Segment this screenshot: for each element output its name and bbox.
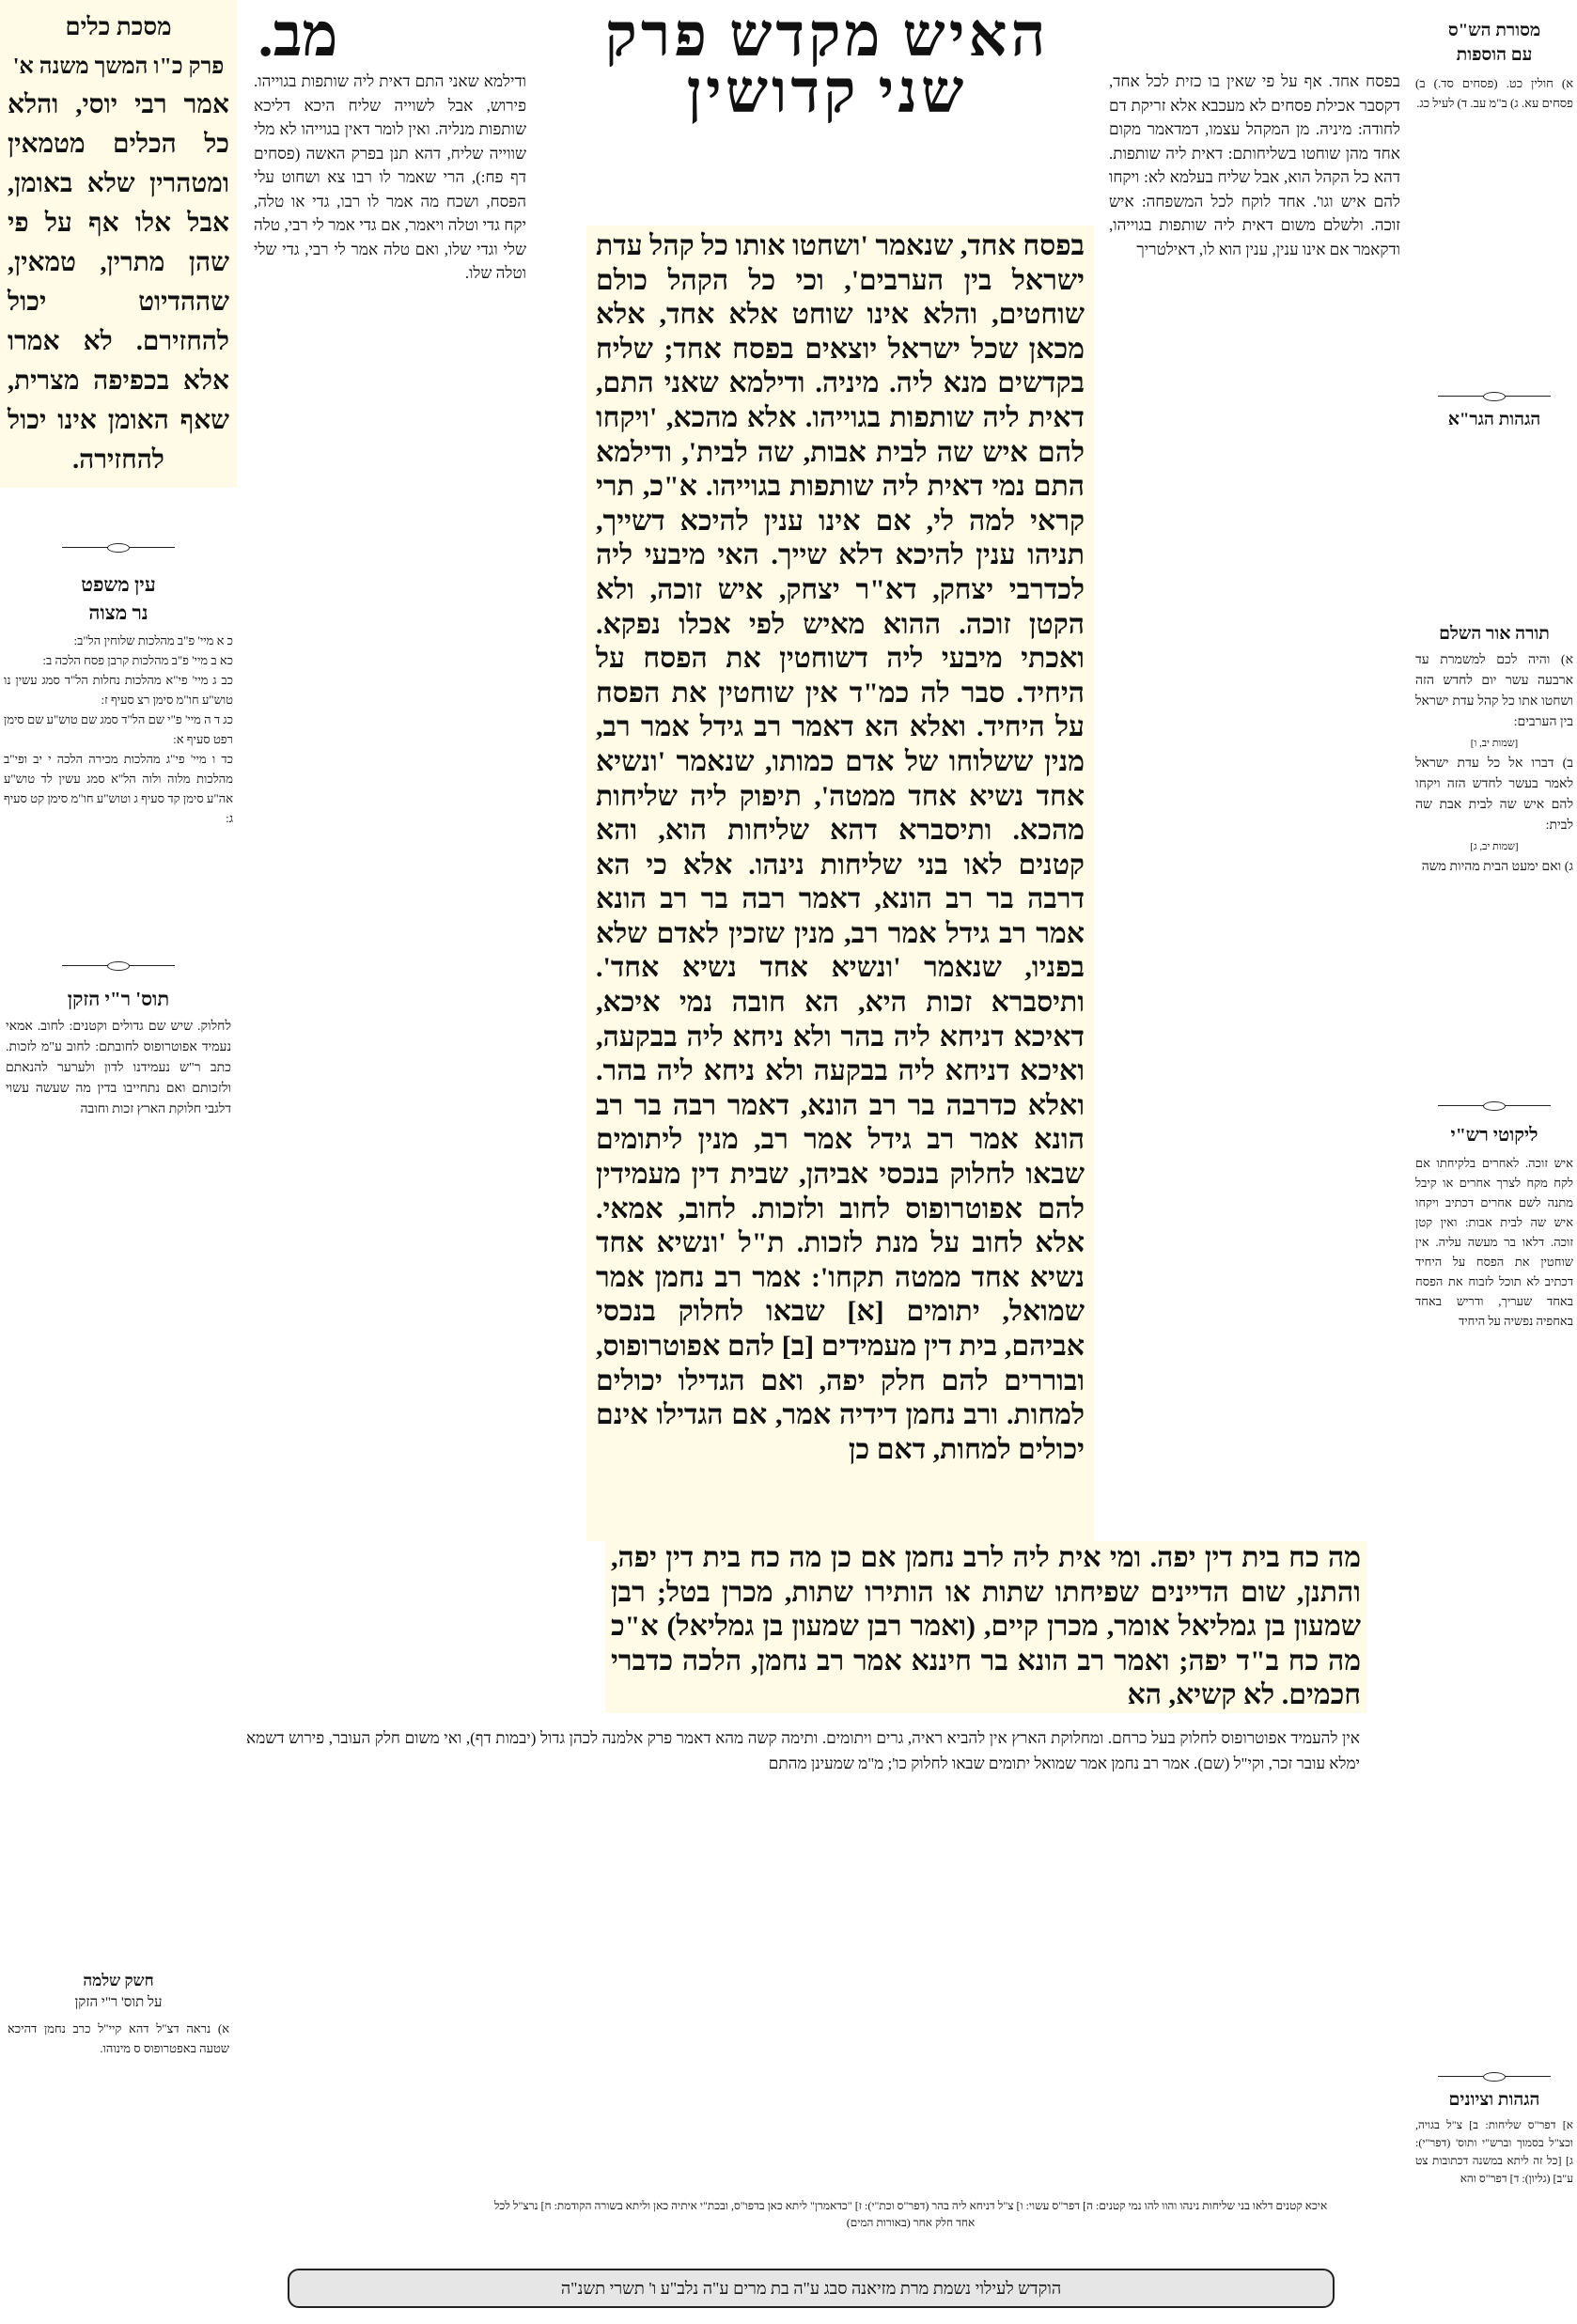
tosafot-commentary: ודילמא שאני התם דאית ליה שותפות בגוייהו. פירוש, אבל לשוייה שליח היכא דליכא שותפות מנליה. ואין לומר דאין בגוייהו לא מלי שווייה שליח, דהא תנן בפרק האשה (פסחים דף פח:), הרי שאמר לו רבו צא ושחוט עלי הפסח, ושכח מה אמר לו רבו, גדי או טלה, יקח גדי וטלה ויאמר, אם גדי אמר לי רבי, טלה שלי וגדי שלו, ואם טלה אמר לי רבי, גדי שלי וטלה שלו.: [254, 72, 526, 282]
torah-or-verse: א) והיה לכם למשמרת עד ארבעה עשר יום לחדש הזה ושחטו אתו כל קהל עדת ישראל בין הערבים:: [1415, 653, 1573, 729]
masoret-hashas-section: [1412, 0, 1577, 385]
rashi-commentary: בפסח אחד. אף על פי שאין בו כזית לכל אחד, דקסבר אכילת פסחים לא מעכבא אלא זריקת דם לחודה: מיניה. מן המקהל עצמו, דמדאמר מקום אחד מהן שוחטו בשליחותם: דאית ליה שותפות. דהא כל הקהל הוא, אבל שליח בעלמא לא: ויקחו להם איש וגו'. אחד לוקח לכל המשפחה: איש זוכה. ולשלם משום דאית ליה שותפות בגוייהו, ודקאמר אם אינו ענין, ענין הוא לו, דאילטריך: [1109, 72, 1400, 258]
masoret-hashas-subtitle: עם הוספות: [1456, 45, 1533, 65]
likutei-rashi-section: [1412, 1095, 1577, 1334]
ein-mishpat-entry: כא ב מיי' פ"ב מהלכות קרבן פסח הלכה ב:: [42, 653, 233, 667]
torah-or-verse: ג) ואם ימעט הבית מהיות משה: [1421, 860, 1573, 874]
verse-source: [שמות יב, ו]: [1470, 738, 1519, 749]
masoret-entry: א) חולין כט. (פסחים סד.): [1433, 76, 1573, 90]
dedication-banner: הוקדש לעילוי נשמת מרת מזיאנה סבג ע"ה בת מרים ע"ה נלב"ע ו' תשרי תשנ"ה: [288, 2269, 1335, 2308]
ein-mishpat-entry: כב ג מיי' פי"א מהלכות נחלות הל"ד סמג עשין נו טוש"ע חו"מ סימן רצ סעיף ז:: [4, 673, 233, 707]
ornament-divider: [1412, 2066, 1577, 2086]
hagahot-tziyunim-title: הגהות וציונים: [1448, 2090, 1540, 2110]
mishnah-box: [0, 0, 237, 488]
masoret-entry: ד) לעיל כג.: [1416, 96, 1468, 110]
ein-mishpat-entry: כד ו מיי' פי"ג מהלכות מכירה הלכה י יב ופי"ב מהלכות מלוה ולוה הל"א סמג עשין לד טוש"ע אה"ע סימן קד סעיף ג וטוש"ע חו"מ סימן קט סעיף ג:: [4, 752, 233, 825]
ein-mishpat-section: [0, 537, 237, 944]
mishnah-chapter: פרק כ"ו המשך משנה א': [12, 55, 225, 79]
cheshek-shlomo-section: [0, 1951, 237, 2190]
likutei-rashi-text: איש זוכה. לאחרים בלקיחתו אם לקח מקח לצרך אחרים או קיבל מתנה לשם אחרים דכתיב ויקחו איש שה לבית אבות: ואין קטן זוכה. דלאו בר מעשה עליה. אין שוחטין את הפסח על היחיד דכתיב לא תוכל לזבוח את הפסח באחד שעריך, ודריש באחד באחפיה נפשיה על היחיד: [1415, 1156, 1573, 1328]
ein-mishpat-entry: כ א מיי' פ"ב מהלכות שלוחין הל"ב:: [73, 633, 233, 647]
hagahot-tziyunim-text: א] דפר"ס שליחות: ב] צ"ל בגויה, וכצ"ל בסמוך וברש"י ותוס' (דפר"י): ג] [כל זה ליתא במשנה דכתובות צט ע"ב] (גליון): ד] דפר"ס והא: [1415, 2118, 1573, 2185]
verse-source: [שמות יב, ג]: [1470, 841, 1519, 852]
ein-mishpat-subtitle: נר מצוה: [88, 601, 148, 624]
center-page: [242, 0, 1412, 2190]
ein-mishpat-entry: כג ד ה מיי' פ"י שם הל"ד סמג שם טוש"ע שם סימן רפט סעיף א:: [4, 712, 233, 746]
hagahot-hagra-section: [1412, 385, 1577, 620]
ornament-divider: [0, 537, 237, 557]
gemara-text-wide: מה כח בית דין יפה. ומי אית ליה לרב נחמן אם כן מה כח בית דין יפה, והתנן, שום הדיינים שפיחתו שתות או הותירו שתות, מכרן בטל; רבן שמעון בן גמליאל אומר, מכרן קיים, (ואמר רבן שמעון בן גמליאל) א"כ מה כח ב"ד יפה; ואמר רב הונא בר חיננא אמר רב נחמן, הלכה כדברי חכמים. לא קשיא, הא: [605, 1541, 1366, 1713]
right-margin-column: [1412, 0, 1577, 2190]
ornament-divider: [1412, 385, 1577, 406]
torah-or-verse: ב) דברו אל כל עדת ישראל לאמר בעשר לחדש הזה ויקחו להם איש שה לבית אבת שה לבית:: [1415, 756, 1573, 833]
gemara-main-box: [586, 226, 1094, 1541]
footnote-line: אחד חלק אחר (באורות המים): [846, 2216, 976, 2229]
hagahot-hagra-title: הגהות הגר"א: [1447, 410, 1541, 429]
tosafot-rid-title: תוס' ר"י הזקן: [67, 988, 170, 1010]
ornament-divider: [1412, 1095, 1577, 1115]
tosafot-rid-section: [0, 955, 237, 1124]
cheshek-shlomo-subtitle: על תוס' ר"י הזקן: [74, 1995, 163, 2010]
masoret-entry: ב) פסחים עא.: [1415, 76, 1573, 110]
cheshek-shlomo-title: חשק שלמה: [83, 1972, 154, 1989]
masoret-entry: ג) ב"מ עב.: [1470, 96, 1519, 110]
ein-mishpat-title: עין משפט: [81, 573, 156, 596]
likutei-rashi-title: ליקוטי רש"י: [1450, 1125, 1538, 1146]
commentary-continuation: אין להעמיד אפוטרופוס לחלוק בעל כרחם. ומחלוקת הארץ אין להביא ראיה, גרים ויתומים. ותימה קשה מהא דאמר פרק אלמנה לכהן גדול (יבמות דף), ואי משום חלק העובר, פירוש דשמא ימלא עובר זכר, וקי"ל (שם). אמר רב נחמן אמר שמואל יתומים שבאו לחלוק כו'; מ"מ שמעינן מהתם: [246, 1728, 1360, 1772]
ornament-divider: [0, 955, 237, 975]
torah-or-section: [1412, 620, 1577, 1095]
gemara-text: בפסח אחד, שנאמר 'ושחטו אותו כל קהל עדת ישראל בין הערבים', וכי כל הקהל כולם שוחטים, והלא אינו שוחט אלא אחד, אלא מכאן שכל ישראל יוצאים בפסח אחד; שליח בקדשים מנא ליה. מיניה. ודילמא שאני התם, דאית ליה שותפות בגוייהו. אלא מהכא, 'ויקחו להם איש שה לבית אבות, שה לבית', ודילמא התם נמי דאית ליה שותפות בגוייהו. א"כ, תרי קראי למה לי, אם אינו ענין להיכא דשייך, תניהו ענין להיכא דלא שייך. האי מיבעי ליה לכדרבי יצחק, דא"ר יצחק, איש זוכה, ולא הקטן זוכה. ההוא מאיש לפי אכלו נפקא. ואכתי מיבעי ליה דשוחטין את הפסח על היחיד. סבר לה כמ"ד אין שוחטין את הפסח על היחיד. ואלא הא דאמר רב גידל אמר רב, מנין ששלוחו של אדם כמותו, שנאמר 'ונשיא אחד נשיא אחד ממטה', תיפוק ליה שליחות מהכא. ותיסברא דהא שליחות הוא, והא קטנים לאו בני שליחות נינהו. אלא כי הא דרבה בר רב הונא, דאמר רבה בר רב הונא אמר רב גידל אמר רב, מנין שזכין לאדם שלא בפניו, שנאמר 'ונשיא אחד נשיא אחד'. ותיסברא זכות היא, הא חובה נמי איכא, דאיכא דניחא ליה בהר ולא ניחא ליה בבקעה, ואיכא דניחא ליה בבקעה ולא ניחא ליה בהר. ואלא כדרבה בר רב הונא, דאמר רבה בר רב הונא אמר רב גידל אמר רב, מנין ליתומים שבאו לחלוק בנכסי אביהן, שבית דין מעמידין להם אפוטרופוס לחוב ולזכות. לחוב, אמאי. אלא לחוב על מנת לזכות. ת"ל 'ונשיא אחד נשיא אחד ממטה תקחו': אמר רב נחמן אמר שמואל, יתומים [א] שבאו לחלוק בנכסי אביהם, בית דין מעמידים [ב] להם אפוטרופוס, ובוררים להם חלק יפה, ואם הגדילו יכולים למחות. ורב נחמן דידיה אמר, אם הגדילו אינם יכולים למחות, דאם כן: [596, 230, 1085, 1465]
torah-or-title: תורה אור השלם: [1439, 624, 1550, 644]
tosafot-rid-text: לחלוק. שיש שם גדולים וקטנים: לחוב. אמאי נעמיד אפוטרופוס לחובתם: לחוב ע"מ לזכות. כתב ר"ש נעמידנו לדון ולערער להנאתם ולזכותם ואם נתחייבו בדין מה שעשה עשוי דלגבי חלוקת הארץ זכות וחובה: [6, 1020, 231, 1116]
folio-number: מב.: [258, 2, 338, 69]
footnote-line: איכא קטנים דלאו בני שליחות נינהו והוו להו נמי קטנים: ה] דפר"ס עשוי: ו] צ"ל דניחא ליה בהר (דפר"ס וכת"י): ז] "כדאמרן" ליתא כאן בדפו"ס, ובכת"י איתיה כאן וליתא בשורה הקודמת: ח] נרצ"ל לכל: [493, 2199, 1328, 2212]
mishnah-tractate: מסכת כלים: [65, 13, 172, 40]
masoret-hashas-title: מסורת הש"ס: [1447, 21, 1541, 40]
hagahot-tziyunim-section: [1412, 2047, 1577, 2190]
left-margin-column: [0, 0, 237, 2190]
page-title: האיש מקדש פרק שני קדושין: [604, 2, 1050, 125]
footnotes: [244, 2190, 1577, 2231]
mishnah-text: אמר רבי יוסי, והלא כל הכלים מטמאין ומטהרין שלא באומן, אבל אלו אף על פי שהן מתרין, טמאין, שההדיוט יכול להחזירם. לא אמרו אלא בכפיפה מצרית, שאף האומן אינו יכול להחזירה.: [8, 90, 229, 475]
cheshek-shlomo-text: א) נראה דצ"ל דהא קיי"ל כרב נחמן דהיכא שטעה באפטרופוס ס מינוהו.: [8, 2021, 229, 2055]
